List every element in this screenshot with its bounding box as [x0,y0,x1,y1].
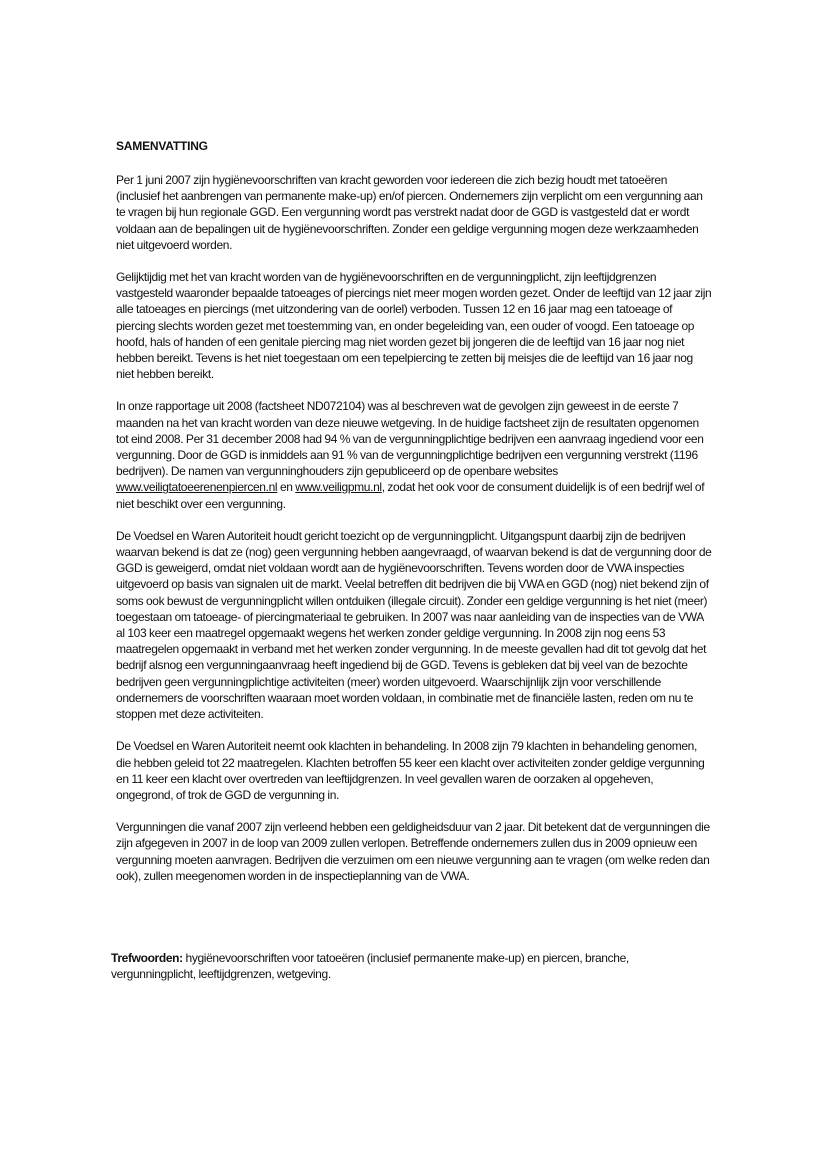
keywords-text: hygiënevoorschriften voor tatoeëren (inclusief permanente make-up) en piercen, branche, vergunningplicht, leeftijdgrenzen, wetgeving. [111,951,629,982]
link-veiligtatoeerenenpiercen[interactable]: www.veiligtatoeerenenpiercen.nl [116,480,278,495]
summary-content [116,138,712,900]
paragraph-report-text-before: In onze rapportage uit 2008 (factsheet ND072104) was al beschreven wat de gevolgen zijn geweest in de eerste 7 maanden na het van kracht worden van deze nieuwe wetgeving. In de huidige factsheet zijn de resultaten opgenomen tot eind 2008. Per 31 december 2008 had 94 % van de vergunningplichtige bedrijven een aanvraag ingediend voor een vergunning. Door de GGD is inmiddels aan 91 % van de vergunningplichtige bedrijven een vergunning verstrekt (1196 bedrijven). De namen van vergunninghouders zijn gepubliceerd op de openbare websites [116,399,704,479]
paragraph-validity: Vergunningen die vanaf 2007 zijn verleend hebben een geldigheidsduur van 2 jaar. Dit betekent dat de vergunningen die zijn afgegeven in 2007 in de loop van 2009 zullen verlopen. Betreffende ondernemers zullen dus in 2009 opnieuw een vergunning moeten aanvragen. Bedrijven die verzuimen om een nieuwe vergunning aan te vragen (om welke reden dan ook), zullen meegenomen worden in de inspectieplanning van de VWA. [116,820,710,883]
paragraph-report-results [116,398,712,511]
paragraph-age-limits: Gelijktijdig met het van kracht worden van de hygiënevoorschriften en de vergunningplicht, zijn leeftijdgrenzen vastgesteld waaronder bepaalde tatoeages of piercings niet meer mogen worden gezet. Onder de leeftijd van 12 jaar zijn alle tatoeages en piercings (met uitzondering van de oorlel) verboden. Tussen 12 en 16 jaar mag een tatoeage of piercing slechts worden gezet met toestemming van, en onder begeleiding van, een ouder of voogd. Een tatoeage op hoofd, hals of handen of een genitale piercing mag niet worden gezet bij jongeren die de leeftijd van 16 jaar nog niet hebben bereikt. Tevens is het niet toegestaan om een tepelpiercing te zetten bij meisjes die de leeftijd van 16 jaar nog niet hebben bereikt. [116,270,712,382]
link-veiligpmu[interactable]: www.veiligpmu.nl [295,480,382,495]
paragraph-complaints: De Voedsel en Waren Autoriteit neemt ook klachten in behandeling. In 2008 zijn 79 klachten in behandeling genomen, die hebben geleid tot 22 maatregelen. Klachten betroffen 55 keer een klacht over activiteiten zonder geldige vergunning en 11 keer een klacht over overtreden van leeftijdgrenzen. In veel gevallen waren de oorzaken al opgeheven, ongegrond, of trok de GGD de vergunning in. [116,739,705,802]
paragraph-supervision: De Voedsel en Waren Autoriteit houdt gericht toezicht op de vergunningplicht. Uitgangspunt daarbij zijn de bedrijven waarvan bekend is dat ze (nog) geen vergunning hebben aangevraagd, of waarvan bekend is dat de vergunning door de GGD is geweigerd, omdat niet voldaan wordt aan de hygiënevoorschriften. Tevens worden door de VWA inspecties uitgevoerd op basis van signalen uit de markt. Veelal betreffen dit bedrijven die bij VWA en GGD (nog) niet bekend zijn of soms ook bewust de vergunningplicht willen ontduiken (illegale circuit). Zonder een geldige vergunning is het niet (meer) toegestaan om tatoeage- of piercingmateriaal te gebruiken. In 2007 was naar aanleiding van de inspecties van de VWA al 103 keer een maatregel opgemaakt wegens het werken zonder geldige vergunning. In 2008 zijn nog eens 53 maatregelen opgemaakt in verband met het werken zonder vergunning. In de meeste gevallen had dit tot gevolg dat het bedrijf alsnog een vergunningaanvraag heeft ingediend bij de GGD. Tevens is gebleken dat bij veel van de bezochte bedrijven geen vergunningplichtige activiteiten (meer) worden uitgevoerd. Waarschijnlijk zijn voor verschillende ondernemers de voorschriften waaraan moet worden voldaan, in combinatie met de financiële lasten, reden om nu te stoppen met deze activiteiten. [116,528,712,722]
keywords-label: Trefwoorden: [111,951,183,965]
paragraph-regulations: Per 1 juni 2007 zijn hygiënevoorschriften van kracht geworden voor iedereen die zich bezig houdt met tatoeëren (inclusief het aanbrengen van permanente make-up) en/of piercen. Ondernemers zijn verplicht om een vergunning aan te vragen bij hun regionale GGD. Een vergunning wordt pas verstrekt nadat door de GGD is vastgesteld dat er wordt voldaan aan de bepalingen uit de hygiënevoorschriften. Zonder een geldige vergunning mogen deze werkzaamheden niet uitgevoerd worden. [116,173,703,252]
section-heading: SAMENVATTING [116,139,208,153]
paragraph-report-text-after: , zodat het ook voor de consument duidelijk is of een bedrijf wel of niet beschikt over een vergunning. [116,480,705,511]
paragraph-report-text-middle: en [277,480,296,495]
keywords-line [111,950,711,982]
